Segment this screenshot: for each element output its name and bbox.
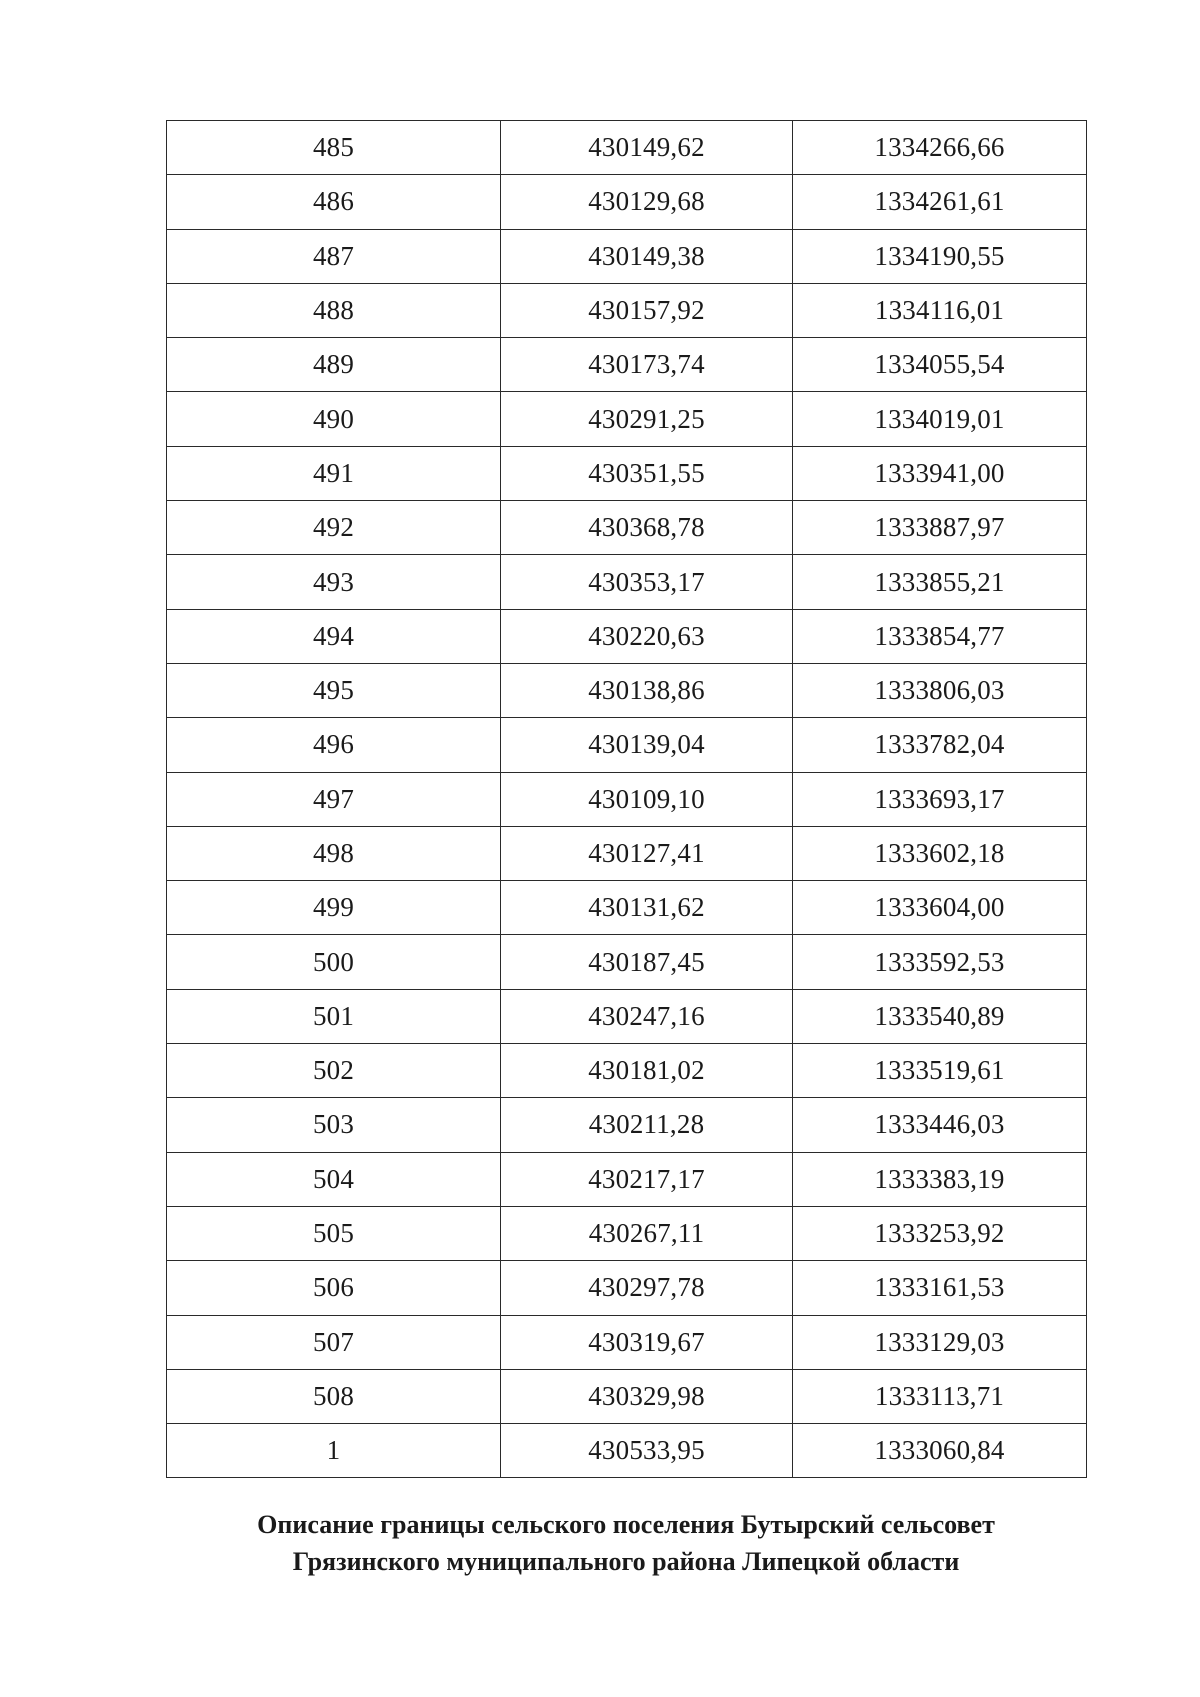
point-number-cell: 502	[167, 1044, 501, 1098]
y-coordinate-cell: 1334116,01	[793, 283, 1087, 337]
x-coordinate-cell: 430329,98	[501, 1369, 793, 1423]
y-coordinate-cell: 1334019,01	[793, 392, 1087, 446]
point-number-cell: 507	[167, 1315, 501, 1369]
table-row	[167, 283, 1087, 337]
x-coordinate-cell: 430368,78	[501, 501, 793, 555]
table-row	[167, 772, 1087, 826]
y-coordinate-cell: 1333941,00	[793, 446, 1087, 500]
y-coordinate-cell: 1333604,00	[793, 881, 1087, 935]
table-row	[167, 1424, 1087, 1478]
x-coordinate-cell: 430533,95	[501, 1424, 793, 1478]
table-row	[167, 501, 1087, 555]
point-number-cell: 505	[167, 1206, 501, 1260]
y-coordinate-cell: 1333253,92	[793, 1206, 1087, 1260]
point-number-cell: 501	[167, 989, 501, 1043]
table-row	[167, 609, 1087, 663]
table-row	[167, 935, 1087, 989]
x-coordinate-cell: 430127,41	[501, 826, 793, 880]
x-coordinate-cell: 430291,25	[501, 392, 793, 446]
point-number-cell: 508	[167, 1369, 501, 1423]
point-number-cell: 486	[167, 175, 501, 229]
x-coordinate-cell: 430157,92	[501, 283, 793, 337]
table-row	[167, 663, 1087, 717]
table-row	[167, 229, 1087, 283]
y-coordinate-cell: 1333855,21	[793, 555, 1087, 609]
point-number-cell: 500	[167, 935, 501, 989]
y-coordinate-cell: 1334261,61	[793, 175, 1087, 229]
boundary-description-heading	[166, 1506, 1086, 1580]
point-number-cell: 506	[167, 1261, 501, 1315]
x-coordinate-cell: 430139,04	[501, 718, 793, 772]
x-coordinate-cell: 430173,74	[501, 338, 793, 392]
point-number-cell: 499	[167, 881, 501, 935]
table-row	[167, 1044, 1087, 1098]
point-number-cell: 492	[167, 501, 501, 555]
x-coordinate-cell: 430138,86	[501, 663, 793, 717]
point-number-cell: 496	[167, 718, 501, 772]
y-coordinate-cell: 1333446,03	[793, 1098, 1087, 1152]
table-row	[167, 446, 1087, 500]
x-coordinate-cell: 430319,67	[501, 1315, 793, 1369]
x-coordinate-cell: 430220,63	[501, 609, 793, 663]
table-row	[167, 1261, 1087, 1315]
table-row	[167, 1315, 1087, 1369]
x-coordinate-cell: 430129,68	[501, 175, 793, 229]
point-number-cell: 490	[167, 392, 501, 446]
x-coordinate-cell: 430297,78	[501, 1261, 793, 1315]
table-row	[167, 1369, 1087, 1423]
point-number-cell: 491	[167, 446, 501, 500]
point-number-cell: 489	[167, 338, 501, 392]
point-number-cell: 485	[167, 121, 501, 175]
point-number-cell: 498	[167, 826, 501, 880]
table-row	[167, 555, 1087, 609]
y-coordinate-cell: 1333519,61	[793, 1044, 1087, 1098]
y-coordinate-cell: 1333592,53	[793, 935, 1087, 989]
table-row	[167, 1098, 1087, 1152]
x-coordinate-cell: 430149,38	[501, 229, 793, 283]
table-row	[167, 392, 1087, 446]
point-number-cell: 487	[167, 229, 501, 283]
x-coordinate-cell: 430247,16	[501, 989, 793, 1043]
x-coordinate-cell: 430149,62	[501, 121, 793, 175]
table-row	[167, 718, 1087, 772]
x-coordinate-cell: 430217,17	[501, 1152, 793, 1206]
table-row	[167, 1152, 1087, 1206]
point-number-cell: 494	[167, 609, 501, 663]
point-number-cell: 493	[167, 555, 501, 609]
y-coordinate-cell: 1333161,53	[793, 1261, 1087, 1315]
y-coordinate-cell: 1333129,03	[793, 1315, 1087, 1369]
coordinates-table	[166, 120, 1087, 1478]
y-coordinate-cell: 1333806,03	[793, 663, 1087, 717]
y-coordinate-cell: 1333693,17	[793, 772, 1087, 826]
y-coordinate-cell: 1334266,66	[793, 121, 1087, 175]
point-number-cell: 1	[167, 1424, 501, 1478]
x-coordinate-cell: 430211,28	[501, 1098, 793, 1152]
y-coordinate-cell: 1334055,54	[793, 338, 1087, 392]
table-row	[167, 121, 1087, 175]
table-row	[167, 989, 1087, 1043]
point-number-cell: 495	[167, 663, 501, 717]
x-coordinate-cell: 430267,11	[501, 1206, 793, 1260]
y-coordinate-cell: 1333060,84	[793, 1424, 1087, 1478]
point-number-cell: 503	[167, 1098, 501, 1152]
point-number-cell: 488	[167, 283, 501, 337]
y-coordinate-cell: 1333854,77	[793, 609, 1087, 663]
table-row	[167, 338, 1087, 392]
point-number-cell: 504	[167, 1152, 501, 1206]
table-row	[167, 1206, 1087, 1260]
y-coordinate-cell: 1333113,71	[793, 1369, 1087, 1423]
y-coordinate-cell: 1333887,97	[793, 501, 1087, 555]
x-coordinate-cell: 430187,45	[501, 935, 793, 989]
y-coordinate-cell: 1333782,04	[793, 718, 1087, 772]
table-row	[167, 881, 1087, 935]
point-number-cell: 497	[167, 772, 501, 826]
y-coordinate-cell: 1333540,89	[793, 989, 1087, 1043]
coordinates-table-body	[167, 121, 1087, 1478]
heading-line-2: Грязинского муниципального района Липецкой области	[292, 1547, 960, 1576]
y-coordinate-cell: 1333383,19	[793, 1152, 1087, 1206]
x-coordinate-cell: 430109,10	[501, 772, 793, 826]
table-row	[167, 826, 1087, 880]
x-coordinate-cell: 430351,55	[501, 446, 793, 500]
x-coordinate-cell: 430131,62	[501, 881, 793, 935]
x-coordinate-cell: 430353,17	[501, 555, 793, 609]
x-coordinate-cell: 430181,02	[501, 1044, 793, 1098]
y-coordinate-cell: 1333602,18	[793, 826, 1087, 880]
y-coordinate-cell: 1334190,55	[793, 229, 1087, 283]
table-row	[167, 175, 1087, 229]
heading-line-1: Описание границы сельского поселения Бутырский сельсовет	[257, 1510, 995, 1539]
